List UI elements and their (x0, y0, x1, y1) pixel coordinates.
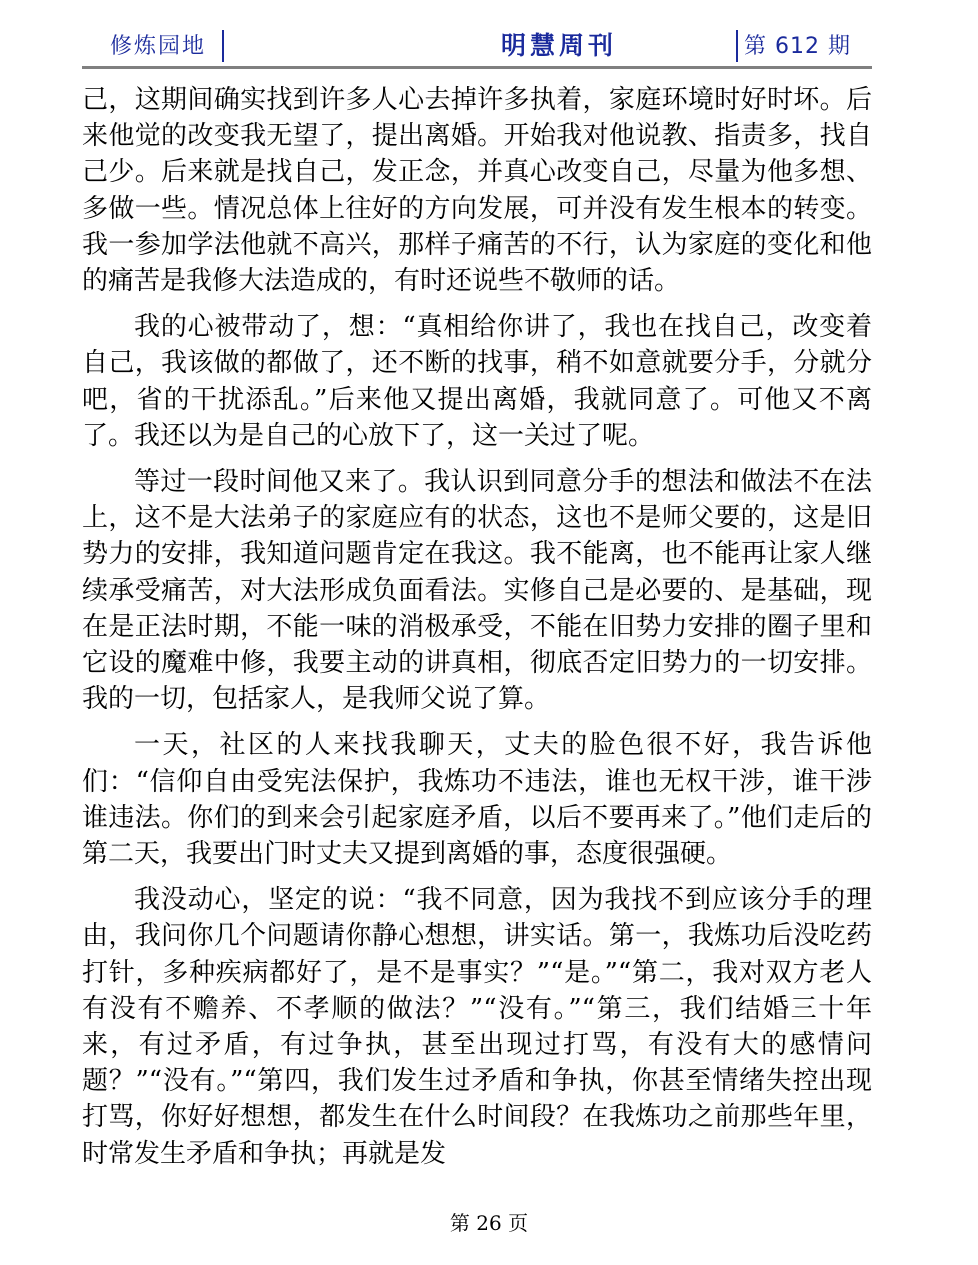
paragraph: 一天，社区的人来找我聊天，丈夫的脸色很不好，我告诉他们：“信仰自由受宪法保护，我炼功不违法，谁也无权干涉，谁干涉谁违法。你们的到来会引起家庭矛盾，以后不要再来了。”他们走后的第二天，我要出门时丈夫又提到离婚的事，态度很强硬。 (82, 730, 872, 870)
page-header (82, 22, 872, 66)
paragraph: 等过一段时间他又来了。我认识到同意分手的想法和做法不在法上，这不是大法弟子的家庭应有的状态，这也不是师父要的，这是旧势力的安排，我知道问题肯定在我这。我不能离，也不能再让家人继续承受痛苦，对大法形成负面看法。实修自己是必要的、是基础，现在是正法时期，不能一味的消极承受，不能在旧势力安排的圈子里和它设的魔难中修，我要主动的讲真相，彻底否定旧势力的一切安排。我的一切，包括家人，是我师父说了算。 (82, 467, 872, 715)
publication-title: 明慧周刊 (500, 31, 617, 60)
issue-number: 第 612 期 (744, 33, 851, 59)
section-label: 修炼园地 (110, 33, 207, 59)
header-divider-right (736, 30, 738, 62)
paragraph: 我没动心，坚定的说：“我不同意，因为我找不到应该分手的理由，我问你几个问题请你静心想想，讲实话。第一，我炼功后没吃药打针，多种疾病都好了，是不是事实？”“是。”“第二，我对双方老人有没有不赡养、不孝顺的做法？”“没有。”“第三，我们结婚三十年来，有过矛盾，有过争执，甚至出现过打骂，有没有大的感情问题？”“没有。”“第四，我们发生过矛盾和争执，你甚至情绪失控出现打骂，你好好想想，都发生在什么时间段？在我炼功之前那些年里，时常发生矛盾和争执；再就是发 (82, 885, 872, 1169)
article-body (82, 82, 872, 1182)
header-divider-left (222, 30, 224, 62)
page-number: 第 26 页 (449, 1211, 529, 1235)
paragraph: 我的心被带动了，想：“真相给你讲了，我也在找自己，改变着自己，我该做的都做了，还不断的找事，稍不如意就要分手，分就分吧，省的干扰添乱。”后来他又提出离婚，我就同意了。可他又不离了。我还以为是自己的心放下了，这一关过了呢。 (82, 312, 872, 451)
paragraph-continuation: 己，这期间确实找到许多人心去掉许多执着，家庭环境时好时坏。后来他觉的改变我无望了，提出离婚。开始我对他说教、指责多，找自己少。后来就是找自己，发正念，并真心改变自己，尽量为他多想、多做一些。情况总体上往好的方向发展，可并没有发生根本的转变。我一参加学法他就不高兴，那样子痛苦的不行，认为家庭的变化和他的痛苦是我修大法造成的，有时还说些不敬师的话。 (82, 85, 872, 297)
header-rule (82, 66, 872, 69)
